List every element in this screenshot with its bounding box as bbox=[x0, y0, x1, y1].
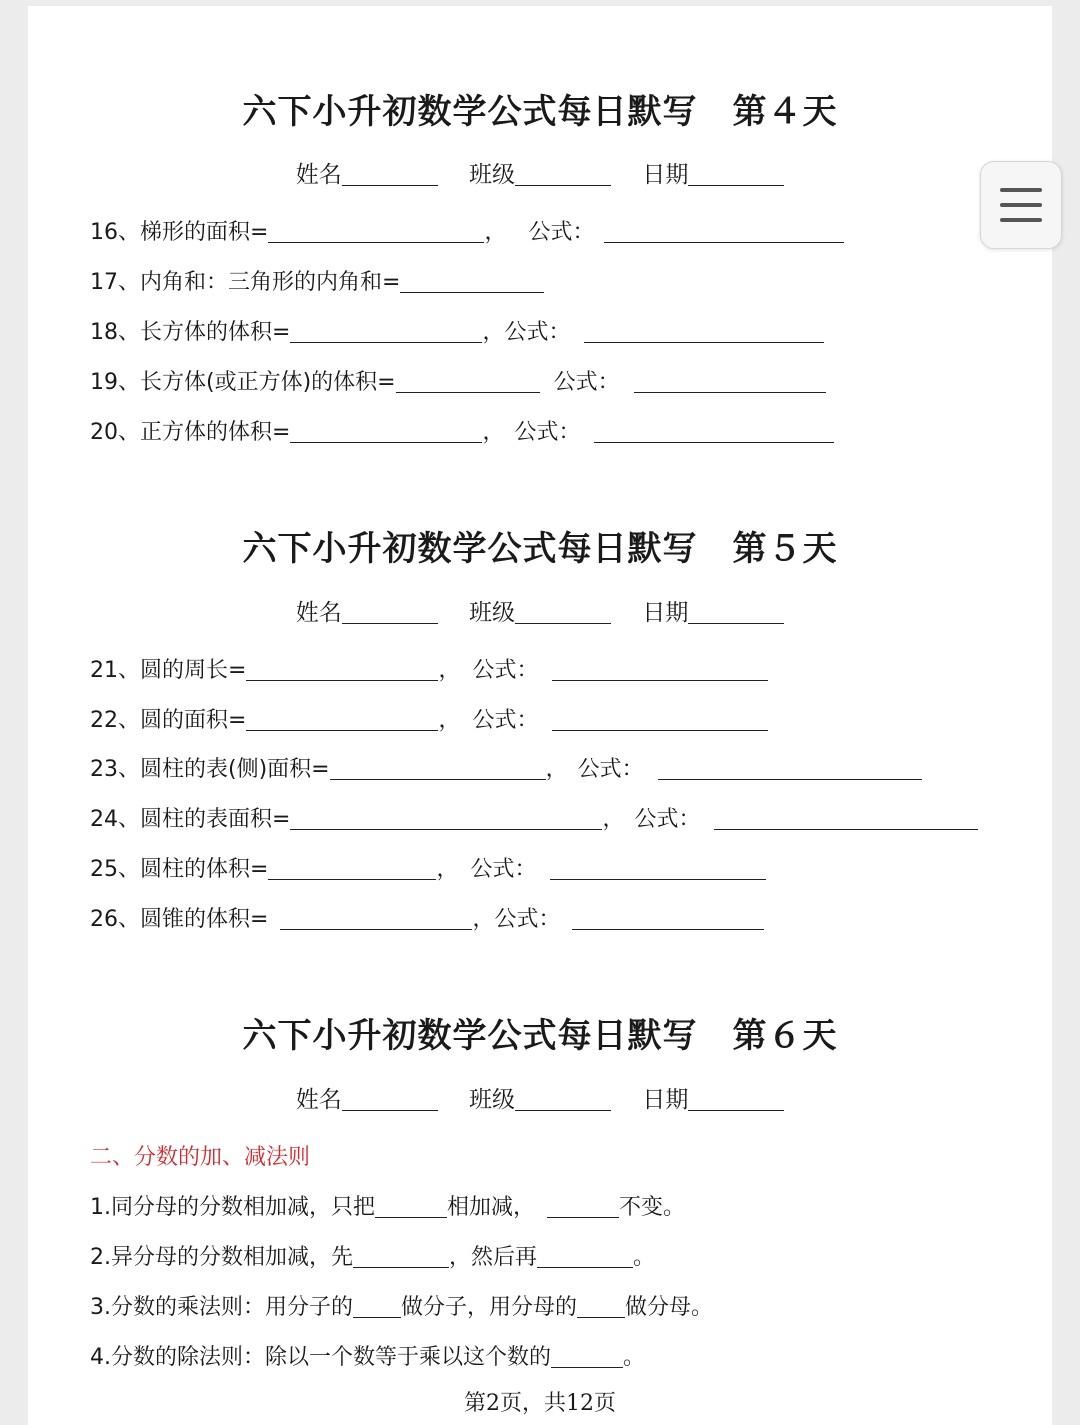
question-18: 18、长方体的体积= ，公式： bbox=[90, 315, 824, 346]
class-label: 班级 bbox=[469, 600, 515, 626]
question-label: 17、内角和：三角形的内角和= bbox=[90, 270, 401, 295]
question-label: 19、长方体(或正方体)的体积= bbox=[90, 370, 396, 395]
answer-blank[interactable] bbox=[268, 857, 436, 880]
name-label: 姓名 bbox=[295, 162, 342, 188]
student-info-row bbox=[28, 594, 1052, 627]
answer-blank[interactable] bbox=[551, 1345, 623, 1368]
class-label: 班级 bbox=[469, 1087, 515, 1113]
formula-blank[interactable] bbox=[714, 807, 978, 830]
answer-blank[interactable] bbox=[246, 708, 438, 731]
question-19 bbox=[90, 365, 826, 396]
name-label: 姓名 bbox=[295, 1087, 342, 1113]
rule-4: 4.分数的除法则：除以一个数等于乘以这个数的 。 bbox=[90, 1345, 646, 1370]
formula-blank[interactable] bbox=[584, 320, 824, 343]
answer-blank[interactable] bbox=[577, 1295, 625, 1318]
formula-label: 公式： bbox=[577, 757, 644, 782]
answer-blank[interactable] bbox=[330, 757, 546, 780]
answer-blank[interactable] bbox=[547, 1195, 619, 1218]
question-label: 24、圆柱的表面积= bbox=[90, 807, 291, 832]
answer-blank[interactable] bbox=[353, 1295, 401, 1318]
answer-blank[interactable] bbox=[290, 320, 482, 343]
rule-3: 3.分数的乘法则：用分子的 做分子，用分母的 做分母。 bbox=[90, 1295, 714, 1320]
name-label: 姓名 bbox=[295, 600, 342, 626]
date-blank[interactable] bbox=[688, 163, 784, 186]
question-24: 24、圆柱的表面积= ， 公式： bbox=[90, 802, 978, 833]
formula-blank[interactable] bbox=[634, 370, 826, 393]
question-label: 18、长方体的体积= bbox=[90, 320, 291, 345]
date-label: 日期 bbox=[642, 600, 689, 626]
formula-label: 公式： bbox=[528, 220, 595, 245]
answer-blank[interactable] bbox=[375, 1195, 447, 1218]
question-16: 16、梯形的面积= ， 公式： bbox=[90, 215, 844, 246]
date-label: 日期 bbox=[642, 1087, 689, 1113]
formula-blank[interactable] bbox=[572, 907, 764, 930]
formula-blank[interactable] bbox=[552, 658, 768, 681]
answer-blank[interactable] bbox=[280, 907, 472, 930]
answer-blank[interactable] bbox=[246, 658, 438, 681]
rule-1: 1.同分母的分数相加减，只把 相加减， 不变。 bbox=[90, 1195, 686, 1220]
section-title-day6: 六下小升初数学公式每日默写 第６天 bbox=[242, 1016, 838, 1056]
answer-blank[interactable] bbox=[400, 270, 544, 293]
question-label: 25、圆柱的体积= bbox=[90, 857, 269, 882]
hamburger-menu-icon bbox=[1000, 188, 1042, 192]
question-label: 21、圆的周长= bbox=[90, 658, 247, 683]
formula-blank[interactable] bbox=[550, 857, 766, 880]
section-title-day5: 六下小升初数学公式每日默写 第５天 bbox=[242, 529, 838, 569]
fraction-rules-heading: 二、分数的加、减法则 bbox=[90, 1145, 311, 1170]
answer-blank[interactable] bbox=[396, 370, 540, 393]
formula-label: 公式： bbox=[634, 807, 701, 832]
formula-label: 公式： bbox=[494, 907, 561, 932]
name-blank[interactable] bbox=[342, 601, 438, 624]
date-blank[interactable] bbox=[688, 601, 784, 624]
question-label: 23、圆柱的表(侧)面积= bbox=[90, 757, 330, 782]
question-26: 26、圆锥的体积= ，公式： bbox=[90, 902, 764, 933]
question-23: 23、圆柱的表(侧)面积= ， 公式： bbox=[90, 752, 922, 783]
formula-label: 公式： bbox=[504, 320, 571, 345]
student-info-row bbox=[28, 156, 1052, 189]
page-number: 第2页，共12页 bbox=[464, 1391, 616, 1416]
class-blank[interactable] bbox=[515, 1088, 611, 1111]
question-22: 22、圆的面积= ， 公式： bbox=[90, 703, 768, 734]
answer-blank[interactable] bbox=[353, 1245, 449, 1268]
answer-blank[interactable] bbox=[537, 1245, 633, 1268]
date-label: 日期 bbox=[642, 162, 689, 188]
question-label: 22、圆的面积= bbox=[90, 708, 247, 733]
rule-2: 2.异分母的分数相加减，先 ，然后再 。 bbox=[90, 1245, 656, 1270]
question-25: 25、圆柱的体积= ， 公式： bbox=[90, 852, 766, 883]
formula-label: 公式： bbox=[472, 658, 539, 683]
formula-blank[interactable] bbox=[658, 757, 922, 780]
name-blank[interactable] bbox=[342, 163, 438, 186]
class-blank[interactable] bbox=[515, 163, 611, 186]
name-blank[interactable] bbox=[342, 1088, 438, 1111]
date-blank[interactable] bbox=[688, 1088, 784, 1111]
question-label: 16、梯形的面积= bbox=[90, 220, 269, 245]
formula-blank[interactable] bbox=[604, 220, 844, 243]
class-label: 班级 bbox=[469, 162, 515, 188]
class-blank[interactable] bbox=[515, 601, 611, 624]
question-label: 26、圆锥的体积= bbox=[90, 907, 269, 932]
question-20: 20、正方体的体积= ， 公式： bbox=[90, 415, 834, 446]
student-info-row bbox=[28, 1081, 1052, 1114]
answer-blank[interactable] bbox=[268, 220, 484, 243]
question-21: 21、圆的周长= ， 公式： bbox=[90, 653, 768, 684]
formula-label: 公式： bbox=[553, 370, 620, 395]
menu-button[interactable] bbox=[980, 161, 1062, 249]
answer-blank[interactable] bbox=[290, 420, 482, 443]
section-title-day4: 六下小升初数学公式每日默写 第４天 bbox=[242, 92, 838, 132]
formula-label: 公式： bbox=[472, 708, 539, 733]
formula-label: 公式： bbox=[470, 857, 537, 882]
worksheet-page bbox=[28, 6, 1052, 1425]
answer-blank[interactable] bbox=[290, 807, 602, 830]
question-label: 20、正方体的体积= bbox=[90, 420, 291, 445]
question-17 bbox=[90, 265, 544, 296]
formula-blank[interactable] bbox=[594, 420, 834, 443]
formula-blank[interactable] bbox=[552, 708, 768, 731]
formula-label: 公式： bbox=[514, 420, 581, 445]
